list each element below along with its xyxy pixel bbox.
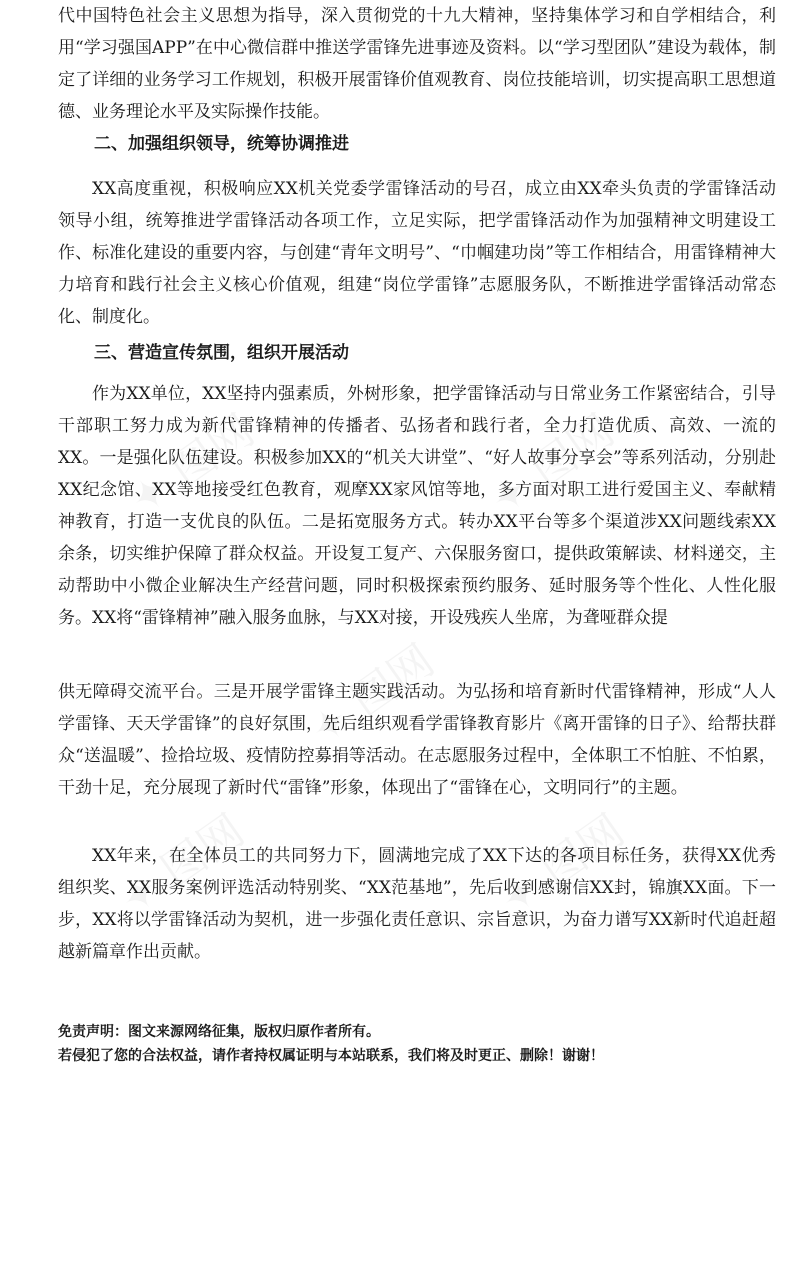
body-paragraph: 作为XX单位，XX坚持内强素质，外树形象，把学雷锋活动与日常业务工作紧密结合，引导干部职工努力成为新代雷锋精神的传播者、弘扬者和践行者，全力打造优质、高效、一流的XX。一是强化队伍建设。积极参加XX的“机关大讲堂”、“好人故事分享会”等系列活动，分别赴XX纪念馆、XX等地接受红色教育，观摩XX家风馆等地，多方面对职工进行爱国主义、奉献精神教育，打造一支优良的队伍。二是拓宽服务方式。转办XX平台等多个渠道涉XX问题线索XX余条，切实维护保障了群众权益。开设复工复产、六保服务窗口，提供政策解读、材料递交，主动帮助中小微企业解决生产经营问题，同时积极探索预约服务、延时服务等个性化、人性化服务。XX将“雷锋精神”融入服务血脉，与XX对接，开设残疾人坐席，为聋哑群众提 [58,384,776,628]
body-paragraph: XX高度重视，积极响应XX机关党委学雷锋活动的号召，成立由XX牵头负责的学雷锋活动领导小组，统筹推进学雷锋活动各项工作，立足实际，把学雷锋活动作为加强精神文明建设工作、标准化建设的重要内容，与创建“青年文明号”、“巾帼建功岗”等工作相结合，用雷锋精神大力培育和践行社会主义核心价值观，组建“岗位学雷锋”志愿服务队，不断推进学雷锋活动常态化、制度化。 [58,179,776,327]
body-paragraph: 供无障碍交流平台。三是开展学雷锋主题实践活动。为弘扬和培育新时代雷锋精神，形成“人人学雷锋、天天学雷锋”的良好氛围，先后组织观看学雷锋教育影片《离开雷锋的日子》、给帮扶群众“送温暖”、捡拾垃圾、疫情防控募捐等活动。在志愿服务过程中，全体职工不怕脏、不怕累，干劲十足，充分展现了新时代“雷锋”形象，体现出了“雷锋在心，文明同行”的主题。 [58,682,776,798]
watermark: ✦ 图网 [480,404,624,527]
watermark: ✦ 图网 [120,404,264,527]
section-heading: 二、加强组织领导，统筹协调推进 [94,134,349,154]
section-heading: 三、营造宣传氛围，组织开展活动 [94,343,349,363]
disclaimer-line: 若侵犯了您的合法权益，请作者持权属证明与本站联系，我们将及时更正、删除！谢谢！ [58,1048,604,1064]
body-paragraph: XX年来，在全体员工的共同努力下，圆满地完成了XX下达的各项目标任务，获得XX优秀组织奖、XX服务案例评选活动特别奖、“XX范基地”，先后收到感谢信XX封，锦旗XX面。下一步，XX将以学雷锋活动为契机，进一步强化责任意识、宗旨意识，为奋力谱写XX新时代追赶超越新篇章作出贡献。 [58,846,776,962]
watermark: ✦ 图网 [110,804,254,927]
disclaimer-line: 免责声明：图文来源网络征集，版权归原作者所有。 [58,1024,380,1040]
watermark: ✦ 图网 [300,634,444,757]
body-paragraph: 代中国特色社会主义思想为指导，深入贯彻党的十九大精神，坚持集体学习和自学相结合，利用“学习强国APP”在中心微信群中推送学雷锋先进事迹及资料。以“学习型团队”建设为载体，制定了详细的业务学习工作规划，积极开展雷锋价值观教育、岗位技能培训，切实提高职工思想道德、业务理论水平及实际操作技能。 [58,6,776,122]
watermark: ✦ 图网 [490,804,634,927]
